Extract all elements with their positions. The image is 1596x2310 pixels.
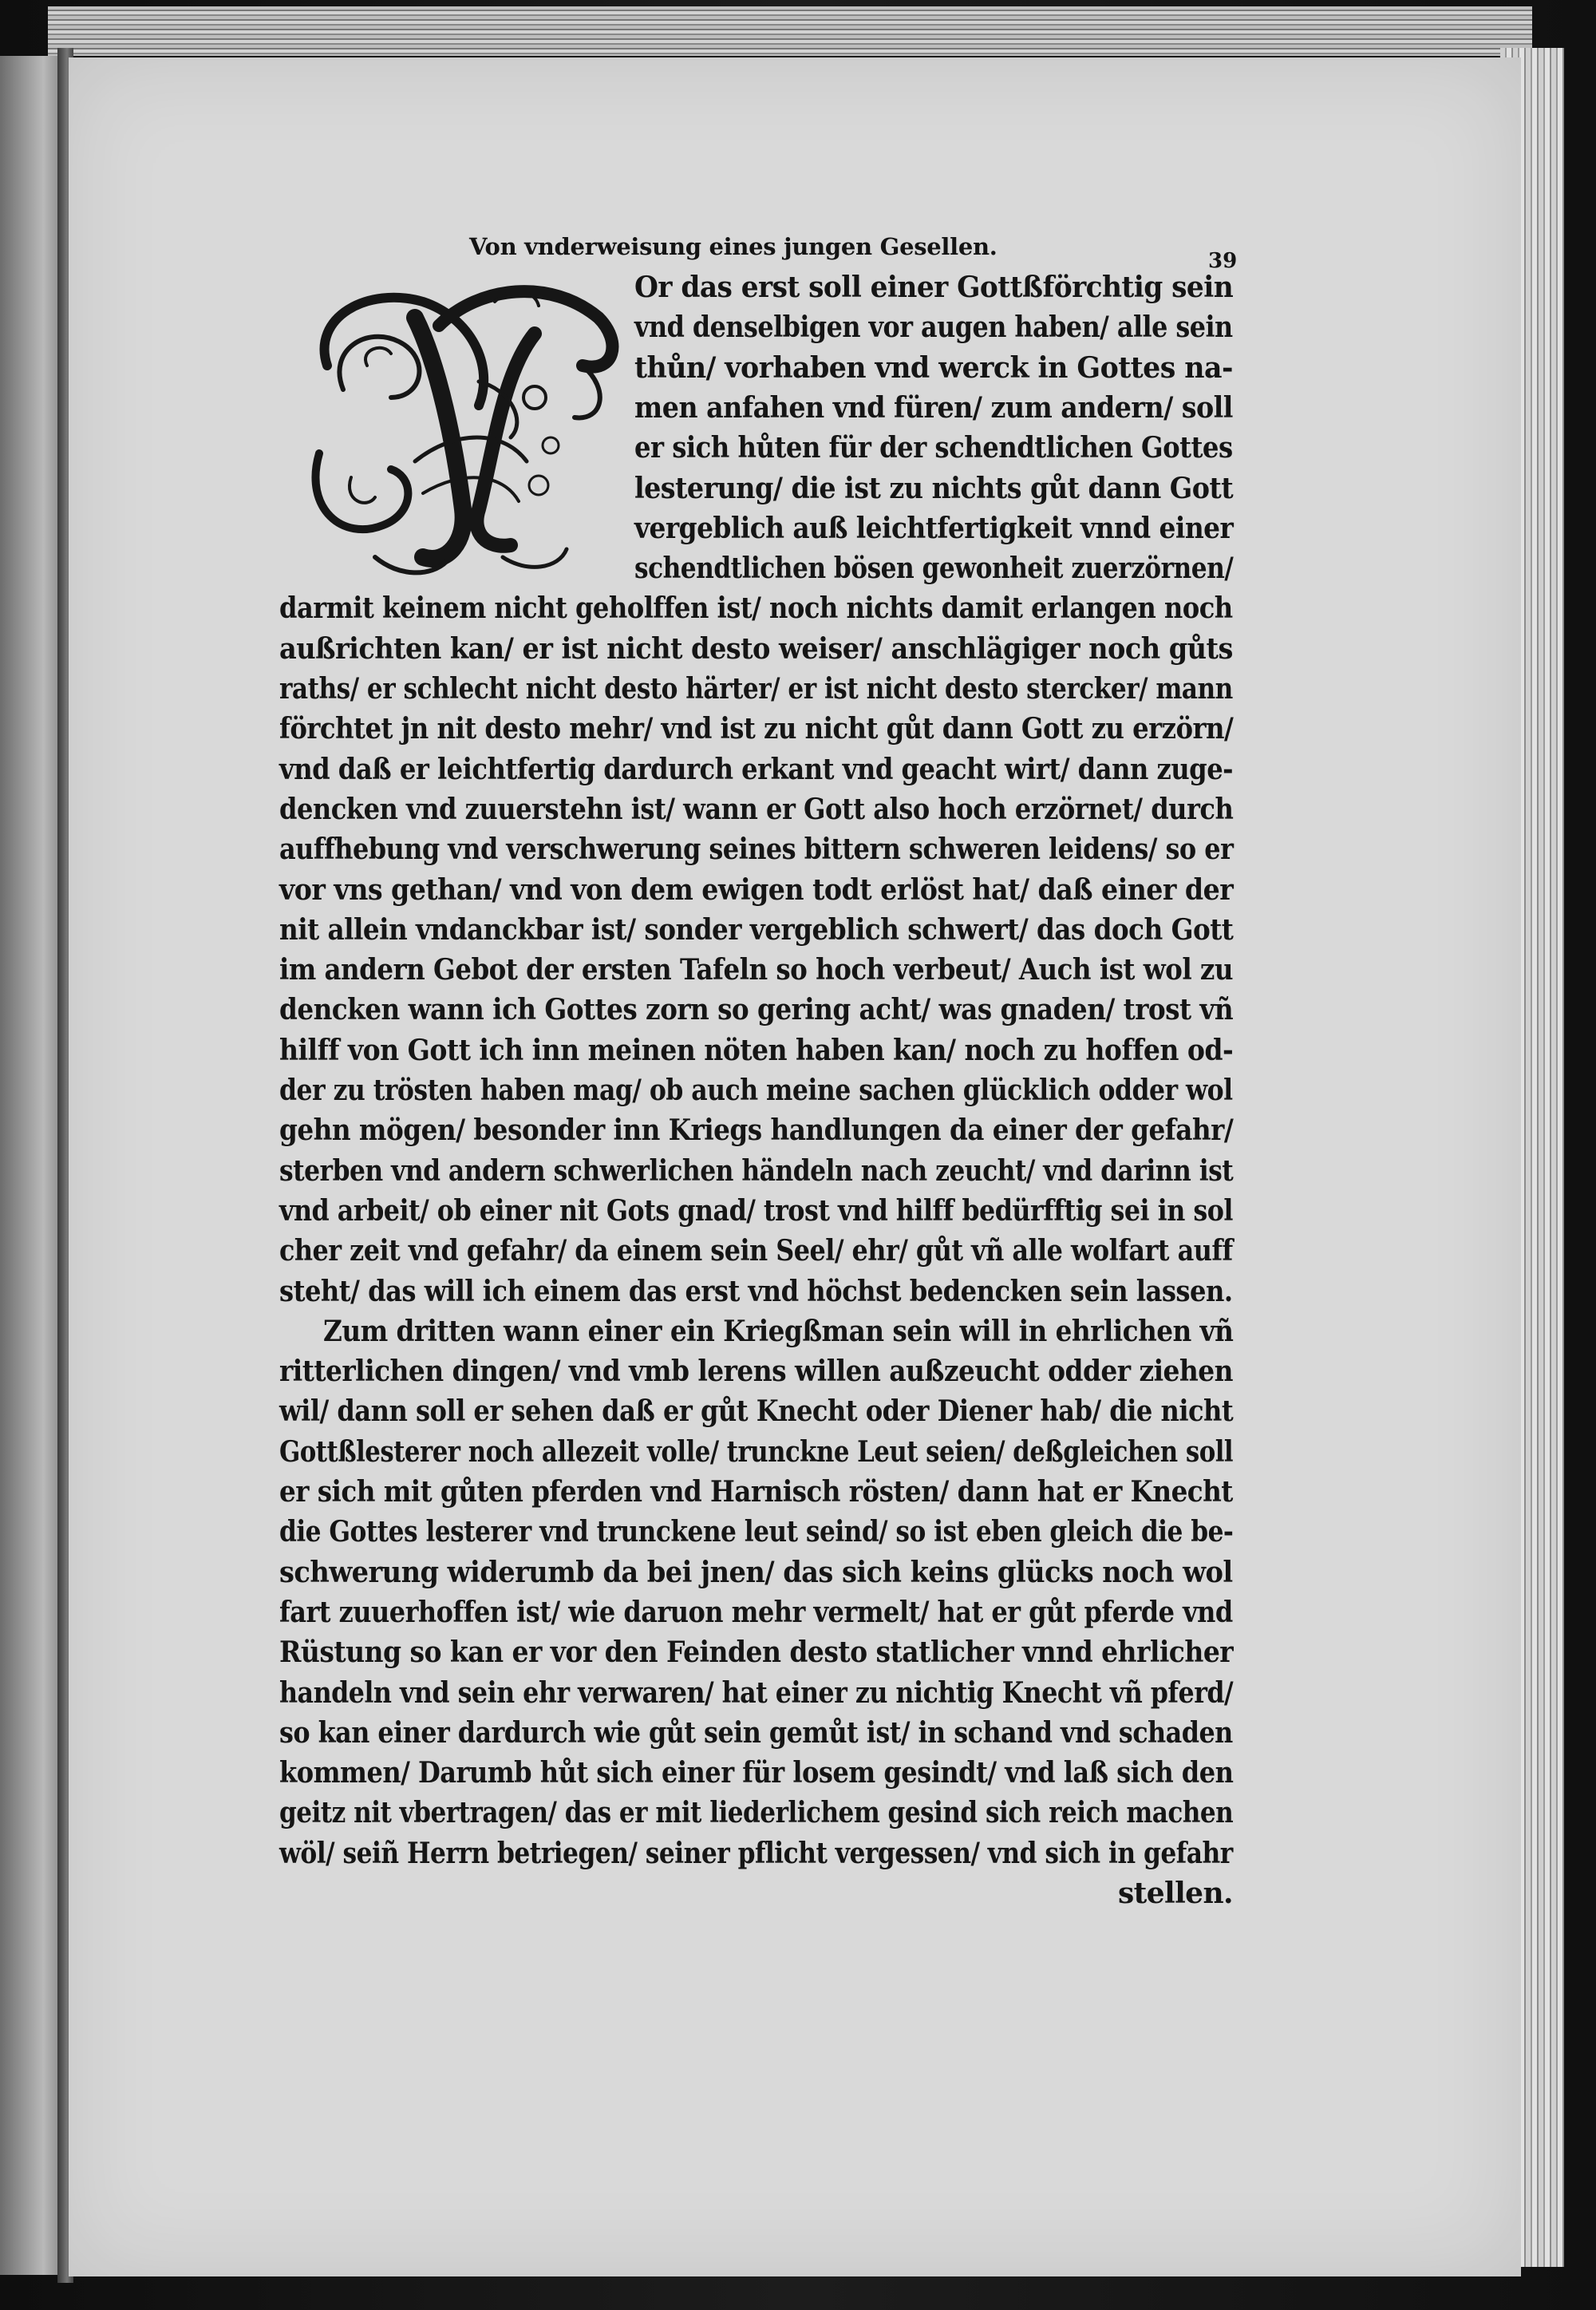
text-line: thůn/ vorhaben vnd werck in Gottes na- [634,350,1233,385]
facing-page-edge [0,56,62,2275]
text-line: kommen/ Darumb hůt sich einer für losem gesindt/ vnd laß sich den [279,1756,1234,1790]
text-line: außrichten kan/ er ist nicht desto weiser/ anschlägiger noch gůts [279,631,1233,666]
running-head: Von vnderweisung eines jungen Gesellen. [469,233,998,260]
text-line: sterben vnd andern schwerlichen händeln nach zeucht/ vnd darinn ist [279,1153,1234,1188]
text-line: stellen. [1118,1877,1233,1910]
text-line: schwerung widerumb da bei jnen/ das sich keins glücks noch wol [279,1555,1233,1589]
text-line: dencken wann ich Gottes zorn so gering acht/ was gnaden/ trost vñ [279,993,1234,1027]
text-line: auffhebung vnd verschwerung seines bittern schweren leidens/ so er [279,833,1234,867]
text-line: der zu trösten haben mag/ ob auch meine sachen glücklich odder wol [279,1074,1233,1107]
text-line: Rüstung so kan er vor den Feinden desto statlicher vnnd ehrlicher [279,1636,1234,1670]
text-line: förchtet jn nit desto mehr/ vnd ist zu nicht gůt dann Gott zu erzörn/ [279,712,1234,746]
text-line: Zum dritten wann einer ein Kriegßman sein will in ehrlichen vñ [323,1314,1234,1348]
text-line: darmit keinem nicht geholffen ist/ noch nichts damit erlangen noch [279,591,1233,626]
text-line: hilff von Gott ich inn meinen nöten haben kan/ noch zu hoffen od- [279,1033,1234,1067]
text-line: men anfahen vnd füren/ zum andern/ soll [634,390,1233,425]
text-line: schendtlichen bösen gewonheit zuerzörnen/ [634,552,1234,586]
text-line: cher zeit vnd gefahr/ da einem sein Seel/ ehr/ gůt vñ alle wolfart auff [279,1234,1233,1268]
text-line: Or das erst soll einer Gottßförchtig sein [634,271,1234,304]
text-line: er sich hůten für der schendtlichen Gottes [634,431,1233,465]
text-line: vnd denselbigen vor augen haben/ alle sein [634,311,1233,345]
text-line: die Gottes lesterer vnd trunckene leut seind/ so ist eben gleich die be- [279,1515,1234,1549]
book-top-edges [48,6,1532,56]
text-line: wöl/ seiñ Herrn betriegen/ seiner pflicht vergessen/ vnd sich in gefahr [279,1836,1233,1870]
text-line: so kan einer dardurch wie gůt sein gemůt ist/ in schand vnd schaden [279,1715,1233,1750]
text-line: vnd daß er leichtfertig dardurch erkant vnd geacht wirt/ dann zuge- [279,752,1234,786]
text-line: vnd arbeit/ ob einer nit Gots gnad/ trost vnd hilff bedürfftig sei in sol [279,1193,1233,1228]
text-line: handeln vnd sein ehr verwaren/ hat einer zu nichtig Knecht vñ pferd/ [279,1675,1234,1710]
text-line: fart zuuerhoffen ist/ wie daruon mehr vermelt/ hat er gůt pferde vnd [279,1595,1233,1629]
initial-letter-text: V [407,503,413,512]
text-line: vergeblich auß leichtfertigkeit vnnd einer [634,511,1234,545]
text-line: ritterlichen dingen/ vnd vmb lerens willen außzeucht odder ziehen [279,1355,1234,1389]
text-line: nit allein vndanckbar ist/ sonder vergeblich schwert/ das doch Gott [279,912,1234,947]
decorated-initial-letter [295,270,630,581]
text-line: steht/ das will ich einem das erst vnd höchst bedencken sein lassen. [279,1274,1233,1308]
text-line: im andern Gebot der ersten Tafeln so hoch verbeut/ Auch ist wol zu [279,953,1233,987]
text-line: lesterung/ die ist zu nichts gůt dann Gott [634,471,1234,505]
page-number: 39 [1208,249,1238,273]
text-line: wil/ dann soll er sehen daß er gůt Knecht oder Diener hab/ die nicht [279,1394,1234,1429]
text-line: vor vns gethan/ vnd von dem ewigen todt erlöst hat/ daß einer der [279,872,1234,907]
text-line: er sich mit gůten pferden vnd Harnisch rösten/ dann hat er Knecht [279,1475,1233,1509]
text-line: Gottßlesterer noch allezeit volle/ trunckne Leut seien/ deßgleichen soll [279,1434,1234,1469]
text-line: raths/ er schlecht nicht desto härter/ er ist nicht desto stercker/ mann [279,672,1233,706]
text-line: dencken vnd zuuerstehn ist/ wann er Gott also hoch erzörnet/ durch [279,792,1234,826]
text-line: gehn mögen/ besonder inn Kriegs handlungen da einer der gefahr/ [279,1113,1234,1148]
text-line: geitz nit vbertragen/ das er mit liederlichem gesind sich reich machen [279,1796,1234,1830]
